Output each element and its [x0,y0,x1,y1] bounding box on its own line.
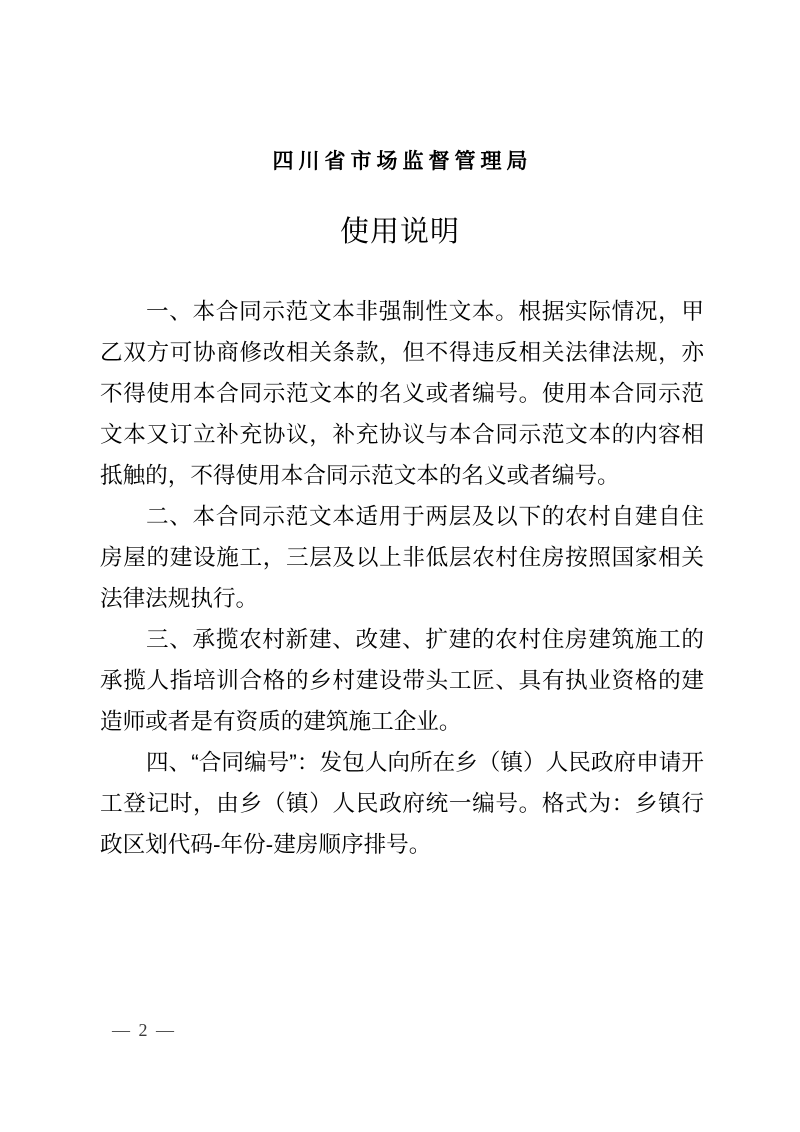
paragraph-item: 三、承揽农村新建、改建、扩建的农村住房建筑施工的承揽人指培训合格的乡村建设带头工匠、具有执业资格的建造师或者是有资质的建筑施工企业。 [100,627,704,734]
paragraph-item: 一、本合同示范文本非强制性文本。根据实际情况，甲乙双方可协商修改相关条款，但不得违反相关法律法规，亦不得使用本合同示范文本的名义或者编号。使用本合同示范文本又订立补充协议，补充协议与本合同示范文本的内容相抵触的，不得使用本合同示范文本的名义或者编号。 [100,299,704,488]
document-heading: 使用说明 [339,216,460,248]
page-number-footer: — 2 — [112,1020,176,1040]
paragraph-item: 二、本合同示范文本适用于两层及以下的农村自建自住房屋的建设施工，三层及以上非低层农村住房按照国家相关法律法规执行。 [100,504,704,611]
document-body [100,291,704,865]
paragraph-item: 四、“合同编号”：发包人向所在乡（镇）人民政府申请开工登记时，由乡（镇）人民政府统一编号。格式为：乡镇行政区划代码-年份-建房顺序排号。 [100,750,704,857]
issuing-authority-title: 四川省市场监督管理局 [272,149,533,173]
